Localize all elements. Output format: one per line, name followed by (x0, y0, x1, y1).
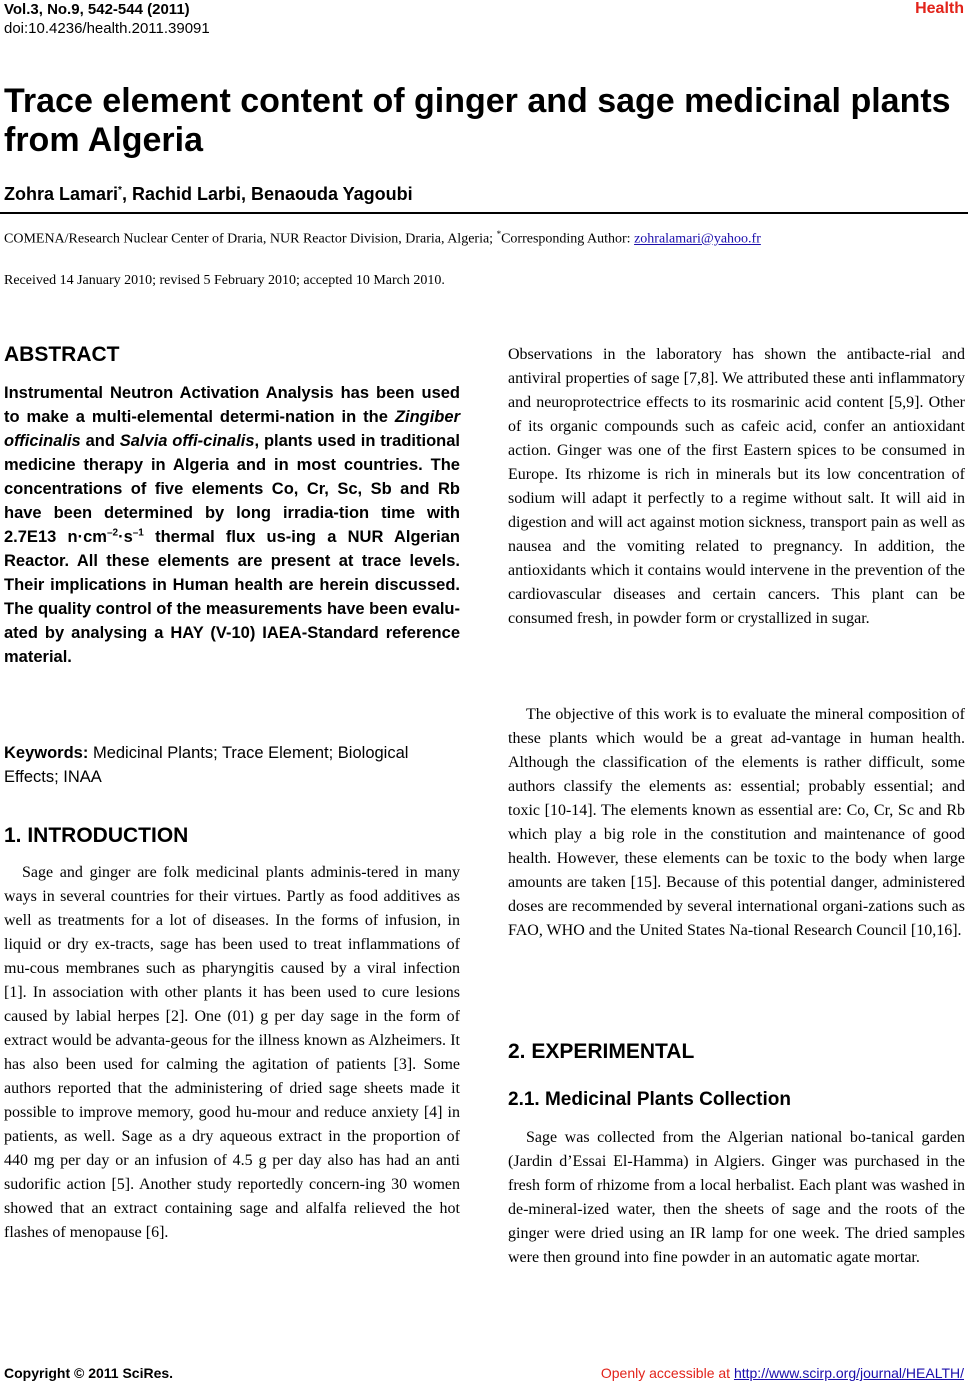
doi: doi:10.4236/health.2011.39091 (4, 20, 210, 37)
journal-url-link[interactable]: http://www.scirp.org/journal/HEALTH/ (733, 1365, 964, 1381)
experimental-heading: 2. EXPERIMENTAL (508, 1040, 695, 1063)
keywords-text: Medicinal Plants; Trace Element; Biological Effects; INAA (4, 744, 409, 786)
abstract-part: Instrumental Neutron Activation Analysis has been used to make a multi-elemental determi-nation in the (4, 384, 460, 426)
open-access-note (601, 1365, 964, 1381)
introduction-paragraph-3: The objective of this work is to evaluate the mineral composition of these plants which would be a great ad-vantage in human health. Although the classification of the elements is rather difficult, some authors classify the elements as: essential; probably essential; and toxic [10-14]. The elements known as essential are: Co, Cr, Sc and Rb which play a big role in the constitution and maintenance of good health. However, these elements can be toxic to the body when large amounts are taken [15]. Because of this potential danger, administered doses are recommended by several international organi-zations such as FAO, WHO and the United States Na-tional Research Council [10,16]. (508, 706, 965, 939)
exponent: –1 (132, 527, 144, 539)
plants-collection-paragraph: Sage was collected from the Algerian national bo-tanical garden (Jardin d’Essai El-Hamma) in Algiers. Ginger was purchased in the fresh form of rhizome from a local herbalist. Each plant was washed in de-mineral-ized water, then the sheets of sage and the roots of the ginger were dried using an IR lamp for one week. The dried samples were then ground into fine powder in an automatic agate mortar. (508, 1129, 965, 1266)
authors (4, 184, 413, 205)
affiliation-mark: * (496, 229, 502, 239)
abstract-part: thermal flux us-ing a NUR Algerian Reactor. All these elements are present at trace levels. Their implications in Human health are herein discussed. The quality control of the measurements have been evalu-ated by analysing a HAY (V-10) IAEA-Standard reference material. (4, 528, 460, 666)
abstract-part: ·s (118, 528, 133, 546)
title-divider (0, 212, 968, 214)
journal-section: Health (915, 0, 964, 17)
received-dates: Received 14 January 2010; revised 5 February 2010; accepted 10 March 2010. (4, 273, 445, 288)
abstract-part: , plants used in traditional medicine therapy in Algeria and in most countries. The concentrations of five elements Co, Cr, Sc, Sb and Rb have been determined by long irradia-tion time with 2.7E13 n·cm (4, 432, 460, 546)
plant-name: Zingiber officinalis (4, 408, 460, 450)
author-first: Zohra Lamari (4, 184, 119, 204)
introduction-paragraph-1: Sage and ginger are folk medicinal plants adminis-tered in many ways in several countries for their virtues. Partly as food additives as well as treatments for a lot of diseases. In the forms of infusion, in liquid or dry ex-tracts, sage has been used to treat inflammations of mu-cous membranes such as pharyngitis caused by a viral infection [1]. In association with other plants it has been used to cure lesions caused by labial herpes [2]. One (01) g per day sage in the form of extract would be advanta-geous for the illness known as Alzheimers. It has also been used for calming the agitation of patients [3]. Some authors reported that the administering of dried sage sheets made it possible to improve memory, good hu-mour and reduce anxiety [4] in patients, as well. Sage as a dry aqueous extract in the proportion of 440 mg per day or an infusion of 4.5 g per day also has had an anti sudorific action [5]. Another study reportedly concern-ing 30 women showed that an extract containing sage and alfalfa relieved the hot flashes of menopause [6]. (4, 864, 460, 1241)
paper-title: Trace element content of ginger and sage medicinal plants from Algeria (4, 82, 951, 159)
affiliation (4, 229, 761, 248)
keywords-label: Keywords: (4, 744, 89, 762)
plants-collection-heading: 2.1. Medicinal Plants Collection (508, 1089, 791, 1110)
journal-volume: Vol.3, No.9, 542-544 (2011) (4, 1, 190, 18)
corresponding-mark: * (118, 185, 122, 196)
exponent: –2 (106, 527, 119, 539)
corresponding-label: Corresponding Author: (501, 231, 635, 247)
copyright: Copyright © 2011 SciRes. (4, 1365, 174, 1381)
open-access-label: Openly accessible at (600, 1365, 734, 1381)
abstract-part: and (80, 432, 120, 450)
abstract-heading: ABSTRACT (4, 343, 120, 366)
affiliation-text: COMENA/Research Nuclear Center of Draria, NUR Reactor Division, Draria, Algeria; (4, 231, 497, 247)
author-rest: , Rachid Larbi, Benaouda Yagoubi (121, 184, 413, 204)
keywords (4, 741, 460, 789)
journal-info (4, 0, 210, 38)
introduction-paragraph-2: Observations in the laboratory has shown the antibacte-rial and antiviral properties of sage [7,8]. We attributed these anti inflammatory and neuroprotectrice effects to its rosmarinic acid content [5,9]. Other of its organic compounds such as cafeic acid, confer an antioxidant action. Ginger was one of the first Eastern spices to be consumed in Europe. Its rhizome is rich in minerals but its low concentration of sodium will adapt it perfectly to a regime without salt. It will aid in digestion and will act against motion sickness, transport pain as well as nausea and the vomiting related to pregnancy. In addition, the antioxidants which it contains would intervene in the prevention of the cardiovascular diseases and certain cancers. This plant can be consumed fresh, in powder form or crystallized in sugar. (508, 346, 965, 627)
author-email-link[interactable]: zohralamari@yahoo.fr (634, 231, 761, 247)
introduction-heading: 1. INTRODUCTION (4, 824, 189, 847)
plant-name: Salvia offi-cinalis (119, 432, 255, 450)
abstract-text (4, 381, 460, 669)
